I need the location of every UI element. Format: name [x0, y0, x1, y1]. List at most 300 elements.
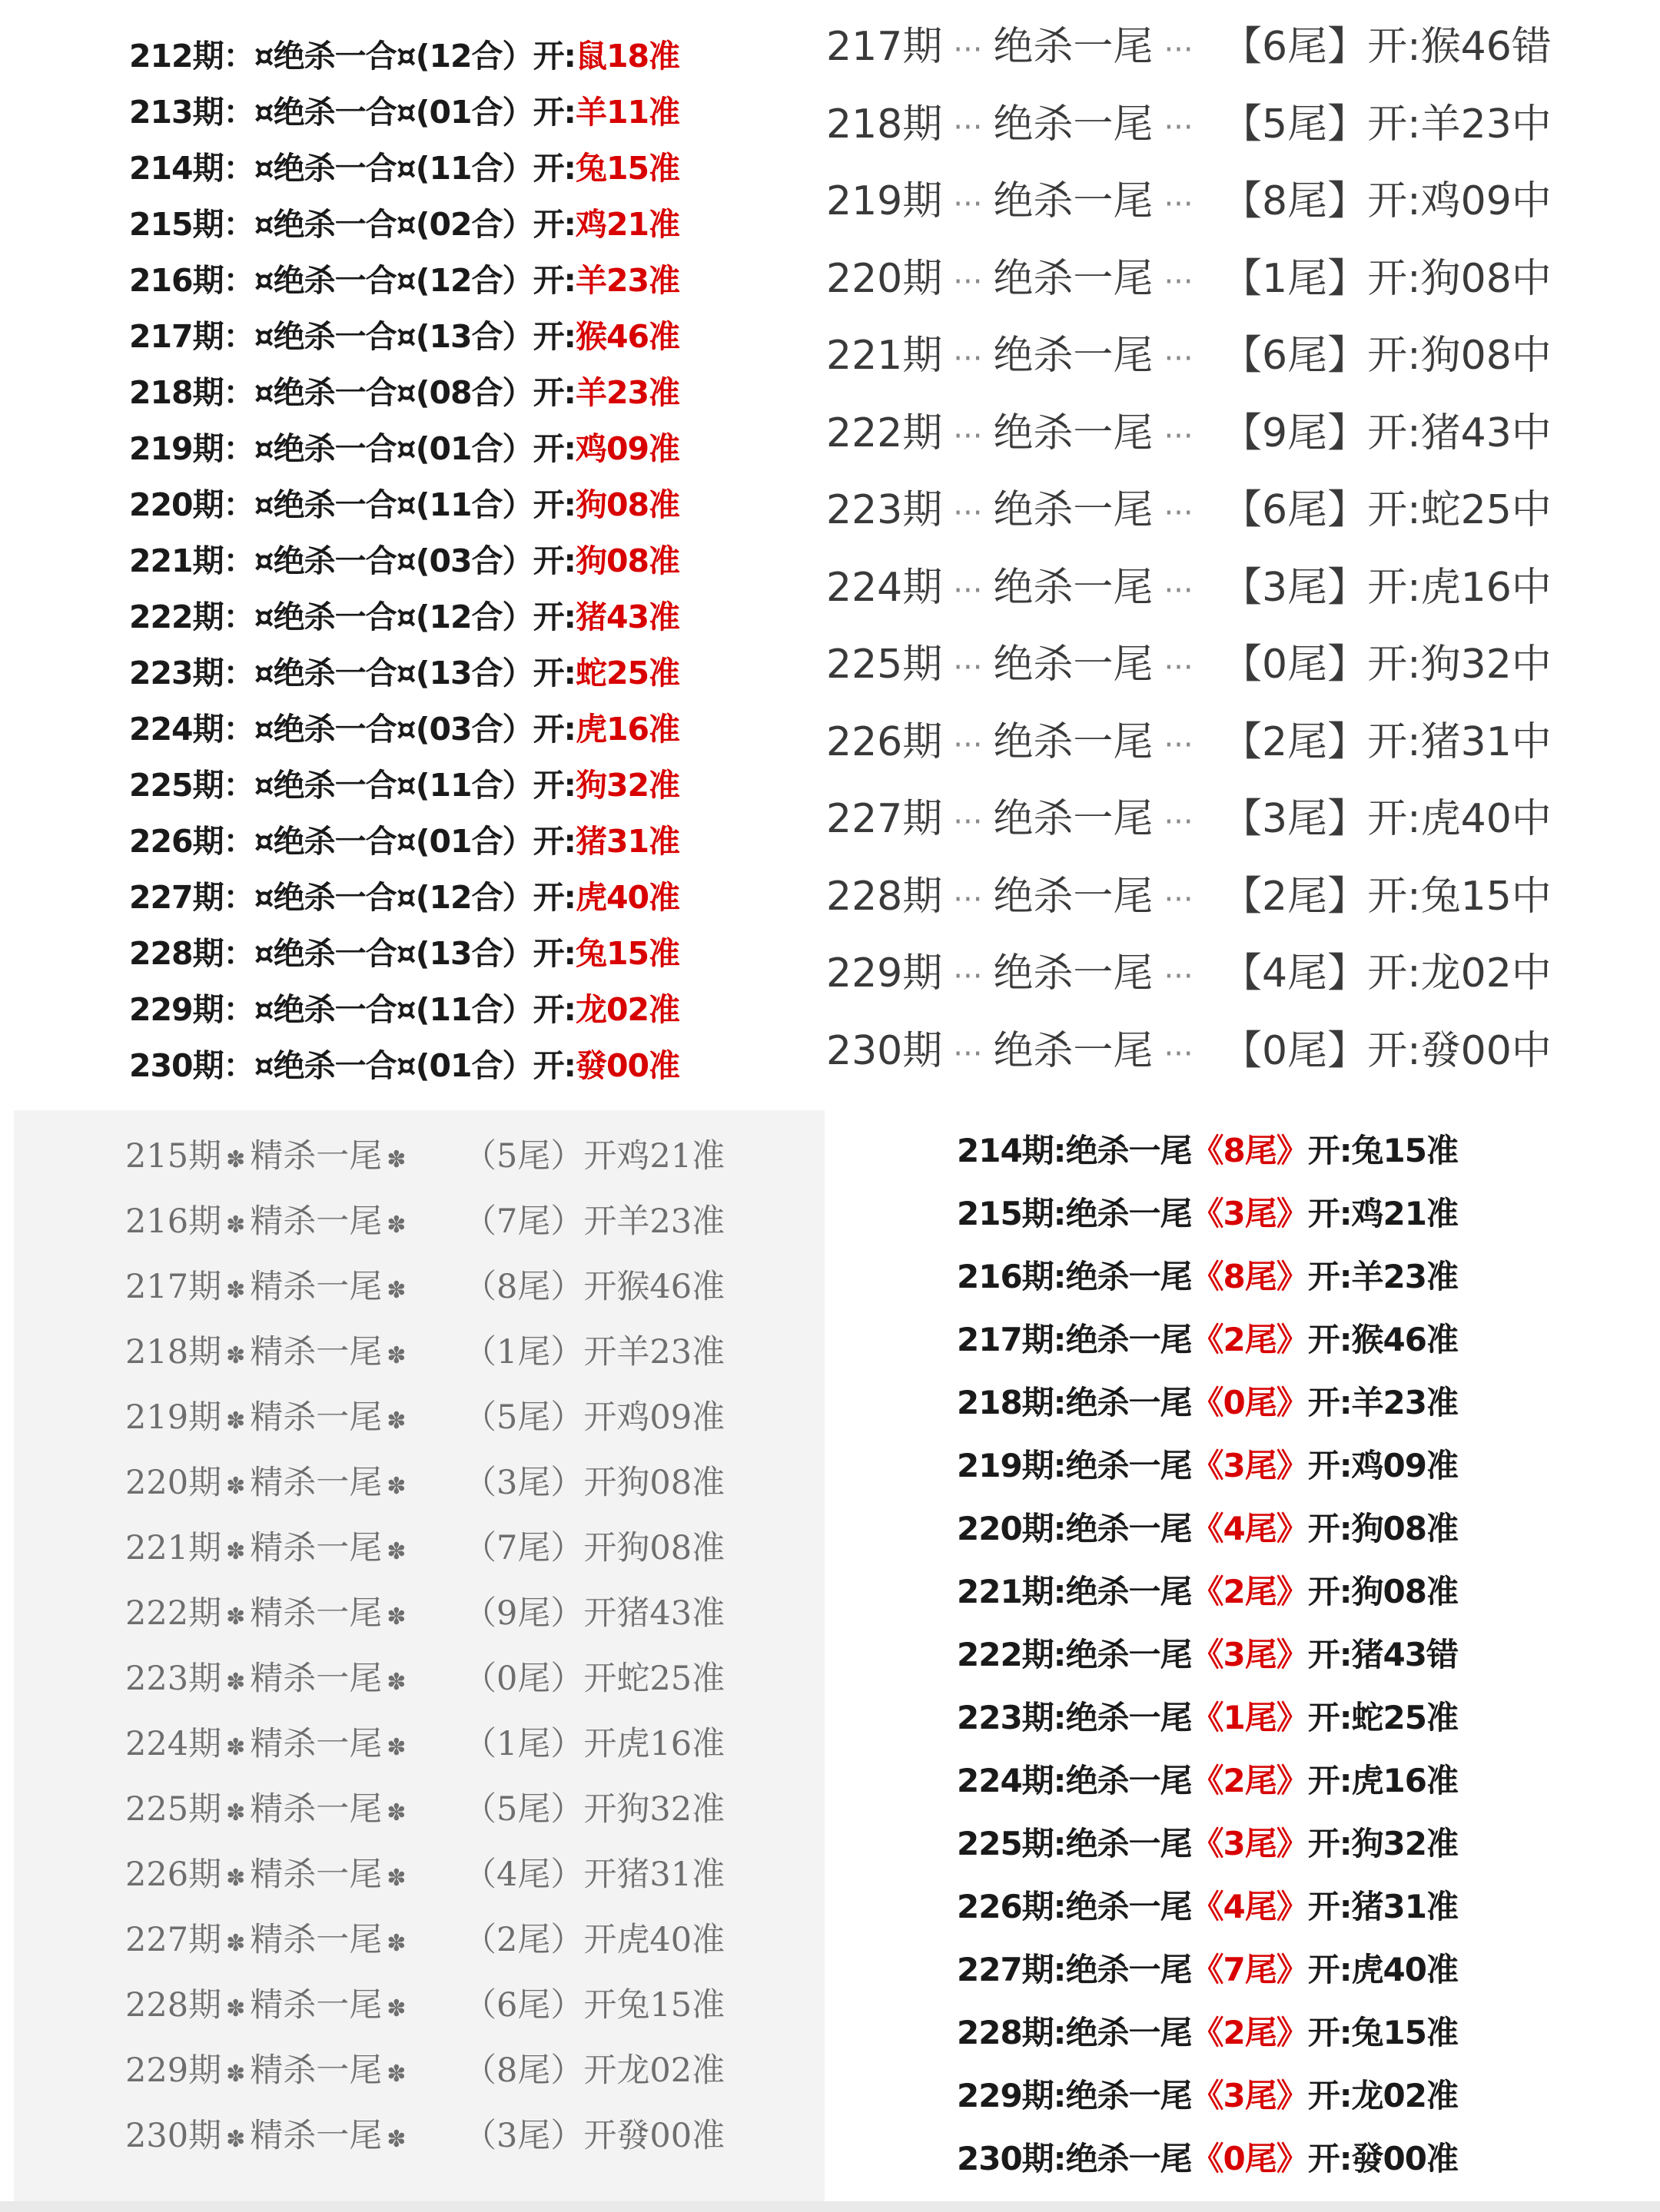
tail-value: 【0尾】 — [1222, 1027, 1368, 1074]
open-label: 开: — [533, 38, 576, 75]
tail-value: （8尾） — [463, 2051, 584, 2090]
tail-group — [1222, 786, 1552, 844]
mark-icon: ✽ — [226, 2061, 246, 2088]
result-value: 开猴46准 — [583, 1268, 725, 1306]
tail-value: （5尾） — [463, 1137, 584, 1176]
tail-group — [463, 1914, 725, 1961]
open-label: 开: — [533, 318, 576, 355]
kill-label: ：¤绝杀一合¤ — [223, 879, 416, 916]
mark-icon: ✽ — [387, 1865, 407, 1892]
table-row — [129, 928, 679, 973]
issue-number: 228期 — [957, 2014, 1054, 2051]
open-label: 开: — [533, 1047, 576, 1084]
panel-top-right — [826, 0, 1660, 1110]
he-value: (12合） — [415, 879, 533, 916]
issue-number: 222期 — [125, 1594, 222, 1633]
tail-group — [463, 1261, 725, 1308]
result-value: 开發00准 — [583, 2117, 725, 2155]
dots: ··· — [953, 341, 983, 376]
tail-value: 《2尾》 — [1191, 1762, 1308, 1799]
kill-label: ：¤绝杀一合¤ — [223, 486, 416, 523]
table-row — [129, 872, 679, 917]
issue-number: 216期 — [125, 1202, 222, 1241]
tail-value: 【4尾】 — [1222, 950, 1368, 997]
issue-number: 218期 — [125, 1333, 222, 1371]
result-value: 开:兔15准 — [1307, 1132, 1458, 1169]
kill-label: 精杀一尾 — [250, 1790, 383, 1829]
he-value: (01合） — [415, 823, 533, 860]
mark-icon: ✽ — [226, 1799, 246, 1826]
table-row — [129, 31, 679, 76]
dots: ··· — [1164, 109, 1194, 145]
tail-value: 【0尾】 — [1222, 642, 1368, 688]
kill-label: :绝杀一尾 — [1053, 1636, 1192, 1673]
dots: ··· — [953, 418, 983, 454]
result-value: 开:羊23准 — [1307, 1384, 1458, 1421]
table-row — [957, 1819, 1458, 1865]
dots: ··· — [953, 727, 983, 763]
open-label: 开: — [533, 430, 576, 467]
kill-label: :绝杀一尾 — [1053, 1888, 1192, 1925]
tail-value: 《2尾》 — [1191, 1573, 1308, 1610]
tail-value: 【3尾】 — [1222, 564, 1368, 611]
tail-value: （2尾） — [463, 1921, 584, 1959]
dots: ··· — [953, 959, 983, 994]
issue-number: 225期 — [129, 767, 224, 804]
issue-number: 227期 — [826, 796, 943, 842]
result-value: 开狗08准 — [583, 1529, 725, 1567]
open-label: 开: — [533, 374, 576, 411]
tail-value: 《3尾》 — [1191, 2077, 1308, 2114]
dots: ··· — [1164, 959, 1194, 994]
tail-value: 《3尾》 — [1191, 1195, 1308, 1232]
tail-group — [463, 1457, 725, 1504]
kill-label: :绝杀一尾 — [1053, 1321, 1192, 1358]
kill-label: 精杀一尾 — [250, 1398, 383, 1437]
kill-label: :绝杀一尾 — [1053, 1510, 1192, 1547]
kill-label: :绝杀一尾 — [1053, 1384, 1192, 1421]
issue-number: 220期 — [826, 255, 943, 302]
table-row — [129, 423, 679, 469]
kill-label: ：¤绝杀一合¤ — [223, 711, 416, 748]
result-value: 开:猪43错 — [1307, 1636, 1458, 1673]
tail-value: 《2尾》 — [1191, 2014, 1308, 2051]
kill-label: 精杀一尾 — [250, 1202, 383, 1241]
table-row — [125, 2045, 725, 2091]
dots: ··· — [953, 32, 983, 68]
issue-number: 215期 — [957, 1195, 1054, 1232]
status: 准 — [649, 935, 680, 972]
result-value: 开:猪31准 — [1307, 1888, 1458, 1925]
result-value: 开:兔15准 — [1307, 2014, 1458, 2051]
issue-number: 228期 — [826, 873, 943, 920]
mark-icon: ✽ — [226, 1538, 246, 1565]
he-value: (02合） — [415, 206, 533, 243]
issue-number: 218期 — [826, 101, 943, 148]
kill-label: 精杀一尾 — [250, 1333, 383, 1371]
tail-group — [463, 1979, 725, 2026]
kill-label: 绝杀一尾 — [993, 873, 1154, 920]
kill-label: :绝杀一尾 — [1053, 1825, 1192, 1862]
table-row — [125, 1587, 725, 1634]
table-row — [129, 87, 679, 132]
tail-group — [1222, 246, 1552, 303]
tail-group — [1222, 400, 1552, 458]
open-label: 开: — [533, 206, 576, 243]
result-value: 开蛇25准 — [583, 1660, 725, 1698]
result-value: 开:虎40中 — [1367, 796, 1552, 842]
kill-label: :绝杀一尾 — [1053, 1447, 1192, 1484]
tail-value: 【6尾】 — [1222, 333, 1368, 379]
table-row — [129, 1040, 679, 1086]
kill-label: ：¤绝杀一合¤ — [223, 823, 416, 860]
mark-icon: ✽ — [226, 1408, 246, 1434]
status: 准 — [649, 1047, 680, 1084]
tail-value: 《4尾》 — [1191, 1510, 1308, 1547]
dots: ··· — [1164, 418, 1194, 454]
mark-icon: ✽ — [226, 1865, 246, 1892]
dots: ··· — [1164, 804, 1194, 840]
he-value: (13合） — [415, 318, 533, 355]
mark-icon: ✽ — [387, 1146, 407, 1173]
mark-icon: ✽ — [226, 1669, 246, 1696]
result-value: 开:兔15中 — [1367, 873, 1552, 920]
kill-label: ：¤绝杀一合¤ — [223, 655, 416, 691]
issue-number: 228期 — [129, 935, 224, 972]
tail-value: 《4尾》 — [1191, 1888, 1308, 1925]
result-value: 开:發00中 — [1367, 1027, 1552, 1074]
issue-number: 213期 — [129, 94, 224, 131]
result-value: 开羊23准 — [583, 1202, 725, 1241]
tail-group — [1222, 940, 1552, 998]
tail-value: 《0尾》 — [1191, 2140, 1308, 2177]
he-value: (01合） — [415, 430, 533, 467]
kill-label: 绝杀一尾 — [993, 1027, 1154, 1074]
status: 准 — [649, 991, 680, 1028]
dots: ··· — [1164, 881, 1194, 917]
status: 准 — [649, 430, 680, 467]
mark-icon: ✽ — [387, 1669, 407, 1696]
table-row — [826, 709, 1552, 767]
issue-number: 226期 — [957, 1888, 1054, 1925]
tail-group — [1222, 168, 1552, 226]
table-row — [826, 323, 1552, 380]
kill-label: ：¤绝杀一合¤ — [223, 38, 416, 75]
table-row — [125, 1130, 725, 1177]
open-label: 开: — [533, 991, 576, 1028]
table-row — [125, 1718, 725, 1765]
result-value: 开:虎40准 — [1307, 1951, 1458, 1988]
table-row — [125, 1522, 725, 1569]
result-value: 虎40 — [575, 879, 649, 916]
table-row — [129, 816, 679, 861]
open-label: 开: — [533, 767, 576, 804]
result-value: 猪43 — [575, 599, 649, 635]
panel-top-left — [0, 0, 826, 1110]
result-value: 开:狗08中 — [1367, 255, 1552, 302]
table-row — [826, 1018, 1552, 1076]
kill-label: ：¤绝杀一合¤ — [223, 542, 416, 579]
status: 准 — [649, 486, 680, 523]
dots: ··· — [1164, 264, 1194, 300]
table-row — [826, 940, 1552, 998]
issue-number: 219期 — [826, 178, 943, 224]
tail-value: 《3尾》 — [1191, 1636, 1308, 1673]
status: 准 — [649, 374, 680, 411]
open-label: 开: — [533, 879, 576, 916]
tail-group — [463, 1391, 725, 1438]
tail-group — [1222, 14, 1552, 71]
kill-label: 精杀一尾 — [250, 1464, 383, 1502]
issue-number: 224期 — [957, 1762, 1054, 1799]
bottom-strip — [0, 2201, 1660, 2212]
issue-number: 217期 — [826, 24, 943, 70]
table-row — [957, 1378, 1458, 1424]
tail-value: （9尾） — [463, 1594, 584, 1633]
tail-value: 《2尾》 — [1191, 1321, 1308, 1358]
tail-value: 【3尾】 — [1222, 796, 1368, 842]
result-value: 龙02 — [575, 991, 649, 1028]
table-row — [125, 1914, 725, 1961]
dots: ··· — [953, 572, 983, 609]
tail-group — [1222, 632, 1552, 689]
kill-label: ：¤绝杀一合¤ — [223, 374, 416, 411]
result-value: 开鸡21准 — [583, 1137, 725, 1176]
table-row — [125, 1979, 725, 2026]
kill-label: 精杀一尾 — [250, 1725, 383, 1763]
kill-label: 绝杀一尾 — [993, 333, 1154, 379]
issue-number: 222期 — [129, 599, 224, 635]
tail-value: 《3尾》 — [1191, 1825, 1308, 1862]
kill-label: ：¤绝杀一合¤ — [223, 1047, 416, 1084]
mark-icon: ✽ — [387, 2061, 407, 2088]
table-row — [129, 536, 679, 581]
tail-group — [463, 1196, 725, 1242]
tail-value: （6尾） — [463, 1986, 584, 2025]
dots: ··· — [1164, 187, 1194, 222]
tail-value: 【1尾】 — [1222, 255, 1368, 302]
status: 准 — [649, 206, 680, 243]
issue-number: 221期 — [129, 542, 224, 579]
issue-number: 221期 — [826, 333, 943, 379]
issue-number: 226期 — [125, 1855, 222, 1894]
he-value: (01合） — [415, 94, 533, 131]
tail-group — [1222, 555, 1552, 612]
kill-label: :绝杀一尾 — [1053, 1258, 1192, 1295]
kill-label: 精杀一尾 — [250, 2051, 383, 2090]
issue-number: 214期 — [129, 150, 224, 187]
dots: ··· — [1164, 572, 1194, 609]
result-value: 鼠18 — [575, 38, 649, 75]
he-value: (13合） — [415, 655, 533, 691]
mark-icon: ✽ — [226, 1146, 246, 1173]
table-row — [957, 1630, 1458, 1676]
tail-value: （3尾） — [463, 2117, 584, 2155]
result-value: 开猪43准 — [583, 1594, 725, 1633]
kill-label: ：¤绝杀一合¤ — [223, 430, 416, 467]
issue-number: 228期 — [125, 1986, 222, 2025]
kill-label: 绝杀一尾 — [993, 255, 1154, 302]
tail-group — [463, 1522, 725, 1569]
he-value: (13合） — [415, 935, 533, 972]
tail-value: （5尾） — [463, 1398, 584, 1437]
status: 准 — [649, 823, 680, 860]
result-value: 开:龙02准 — [1307, 2077, 1458, 2114]
table-row — [125, 1196, 725, 1242]
issue-number: 225期 — [125, 1790, 222, 1829]
kill-label: :绝杀一尾 — [1053, 1573, 1192, 1610]
table-row — [826, 786, 1552, 844]
open-label: 开: — [533, 542, 576, 579]
tail-value: 《0尾》 — [1191, 1384, 1308, 1421]
table-row — [129, 592, 679, 637]
result-value: 开:虎16中 — [1367, 564, 1552, 611]
kill-label: 绝杀一尾 — [993, 487, 1154, 533]
table-row — [129, 143, 679, 188]
issue-number: 229期 — [826, 950, 943, 997]
mark-icon: ✽ — [387, 1473, 407, 1500]
issue-number: 222期 — [826, 410, 943, 456]
kill-label: ：¤绝杀一合¤ — [223, 991, 416, 1028]
tail-value: （7尾） — [463, 1202, 584, 1241]
table-row — [129, 984, 679, 1030]
he-value: (11合） — [415, 486, 533, 523]
table-row — [957, 1441, 1458, 1487]
tail-group — [1222, 709, 1552, 767]
dots: ··· — [953, 881, 983, 917]
issue-number: 226期 — [129, 823, 224, 860]
kill-label: :绝杀一尾 — [1053, 1132, 1192, 1169]
issue-number: 219期 — [957, 1447, 1054, 1484]
result-value: 开狗08准 — [583, 1464, 725, 1502]
kill-label: 精杀一尾 — [250, 1986, 383, 2025]
he-value: (12合） — [415, 599, 533, 635]
result-value: 蛇25 — [575, 655, 649, 691]
open-label: 开: — [533, 935, 576, 972]
tail-value: 《1尾》 — [1191, 1699, 1308, 1736]
issue-number: 224期 — [125, 1725, 222, 1763]
table-row — [957, 1126, 1458, 1172]
kill-label: ：¤绝杀一合¤ — [223, 599, 416, 635]
result-value: 兔15 — [575, 935, 649, 972]
status: 准 — [649, 318, 680, 355]
status: 准 — [649, 262, 680, 299]
open-label: 开: — [533, 823, 576, 860]
dots: ··· — [953, 264, 983, 300]
kill-label: 精杀一尾 — [250, 1660, 383, 1698]
result-value: 开:猪31中 — [1367, 718, 1552, 765]
mark-icon: ✽ — [387, 1408, 407, 1434]
tail-value: 《3尾》 — [1191, 1447, 1308, 1484]
status: 准 — [649, 711, 680, 748]
kill-label: 精杀一尾 — [250, 1137, 383, 1176]
dots: ··· — [953, 1036, 983, 1072]
he-value: (11合） — [415, 150, 533, 187]
tail-group — [1222, 91, 1552, 149]
table-row — [129, 367, 679, 413]
kill-label: :绝杀一尾 — [1053, 2077, 1192, 2114]
panel-bottom-right — [826, 1110, 1660, 2201]
status: 准 — [649, 767, 680, 804]
panel-bottom-left — [14, 1110, 825, 2201]
kill-label: :绝杀一尾 — [1053, 1699, 1192, 1736]
tail-group — [1222, 477, 1552, 535]
he-value: (01合） — [415, 1047, 533, 1084]
result-value: 开:狗08准 — [1307, 1510, 1458, 1547]
tail-group — [463, 1849, 725, 1895]
kill-label: 绝杀一尾 — [993, 642, 1154, 688]
tail-group — [1222, 323, 1552, 380]
tail-group — [463, 2045, 725, 2091]
tail-group — [463, 1718, 725, 1765]
kill-label: 精杀一尾 — [250, 1529, 383, 1567]
mark-icon: ✽ — [387, 1930, 407, 1957]
kill-label: 绝杀一尾 — [993, 950, 1154, 997]
open-label: 开: — [533, 262, 576, 299]
tail-group — [1222, 1018, 1552, 1076]
table-row — [957, 1189, 1458, 1235]
tail-group — [1222, 864, 1552, 921]
mark-icon: ✽ — [387, 1603, 407, 1630]
dots: ··· — [953, 496, 983, 531]
result-value: 狗08 — [575, 542, 649, 579]
result-value: 开:狗32中 — [1367, 642, 1552, 688]
issue-number: 215期 — [129, 206, 224, 243]
result-value: 羊11 — [575, 94, 649, 131]
kill-label: 绝杀一尾 — [993, 796, 1154, 842]
table-row — [129, 255, 679, 300]
table-row — [826, 477, 1552, 535]
result-value: 开:龙02中 — [1367, 950, 1552, 997]
open-label: 开: — [533, 486, 576, 523]
status: 准 — [649, 38, 680, 75]
result-value: 开狗32准 — [583, 1790, 725, 1829]
result-value: 开:鸡09中 — [1367, 178, 1552, 224]
table-row — [826, 400, 1552, 458]
tail-group — [463, 1783, 725, 1830]
kill-label: 绝杀一尾 — [993, 564, 1154, 611]
tail-group — [463, 2110, 725, 2157]
tail-value: （5尾） — [463, 1790, 584, 1829]
tail-value: 《8尾》 — [1191, 1258, 1308, 1295]
result-value: 开:蛇25准 — [1307, 1699, 1458, 1736]
issue-number: 230期 — [826, 1027, 943, 1074]
issue-number: 221期 — [125, 1529, 222, 1567]
issue-number: 215期 — [125, 1137, 222, 1176]
tail-group — [463, 1587, 725, 1634]
tail-group — [463, 1653, 725, 1700]
issue-number: 225期 — [957, 1825, 1054, 1862]
issue-number: 219期 — [129, 430, 224, 467]
tail-value: （1尾） — [463, 1725, 584, 1763]
dots: ··· — [1164, 496, 1194, 531]
result-value: 开:羊23中 — [1367, 101, 1552, 148]
issue-number: 216期 — [957, 1258, 1054, 1295]
tail-value: （1尾） — [463, 1333, 584, 1371]
table-row — [957, 1504, 1458, 1550]
table-row — [957, 2008, 1458, 2054]
kill-label: ：¤绝杀一合¤ — [223, 767, 416, 804]
table-row — [125, 1457, 725, 1504]
kill-label: 精杀一尾 — [250, 1855, 383, 1894]
tail-group — [463, 1130, 725, 1177]
kill-label: ：¤绝杀一合¤ — [223, 94, 416, 131]
mark-icon: ✽ — [226, 1342, 246, 1369]
table-row — [129, 760, 679, 805]
table-row — [957, 1252, 1458, 1298]
table-row — [826, 246, 1552, 303]
table-row — [826, 91, 1552, 149]
